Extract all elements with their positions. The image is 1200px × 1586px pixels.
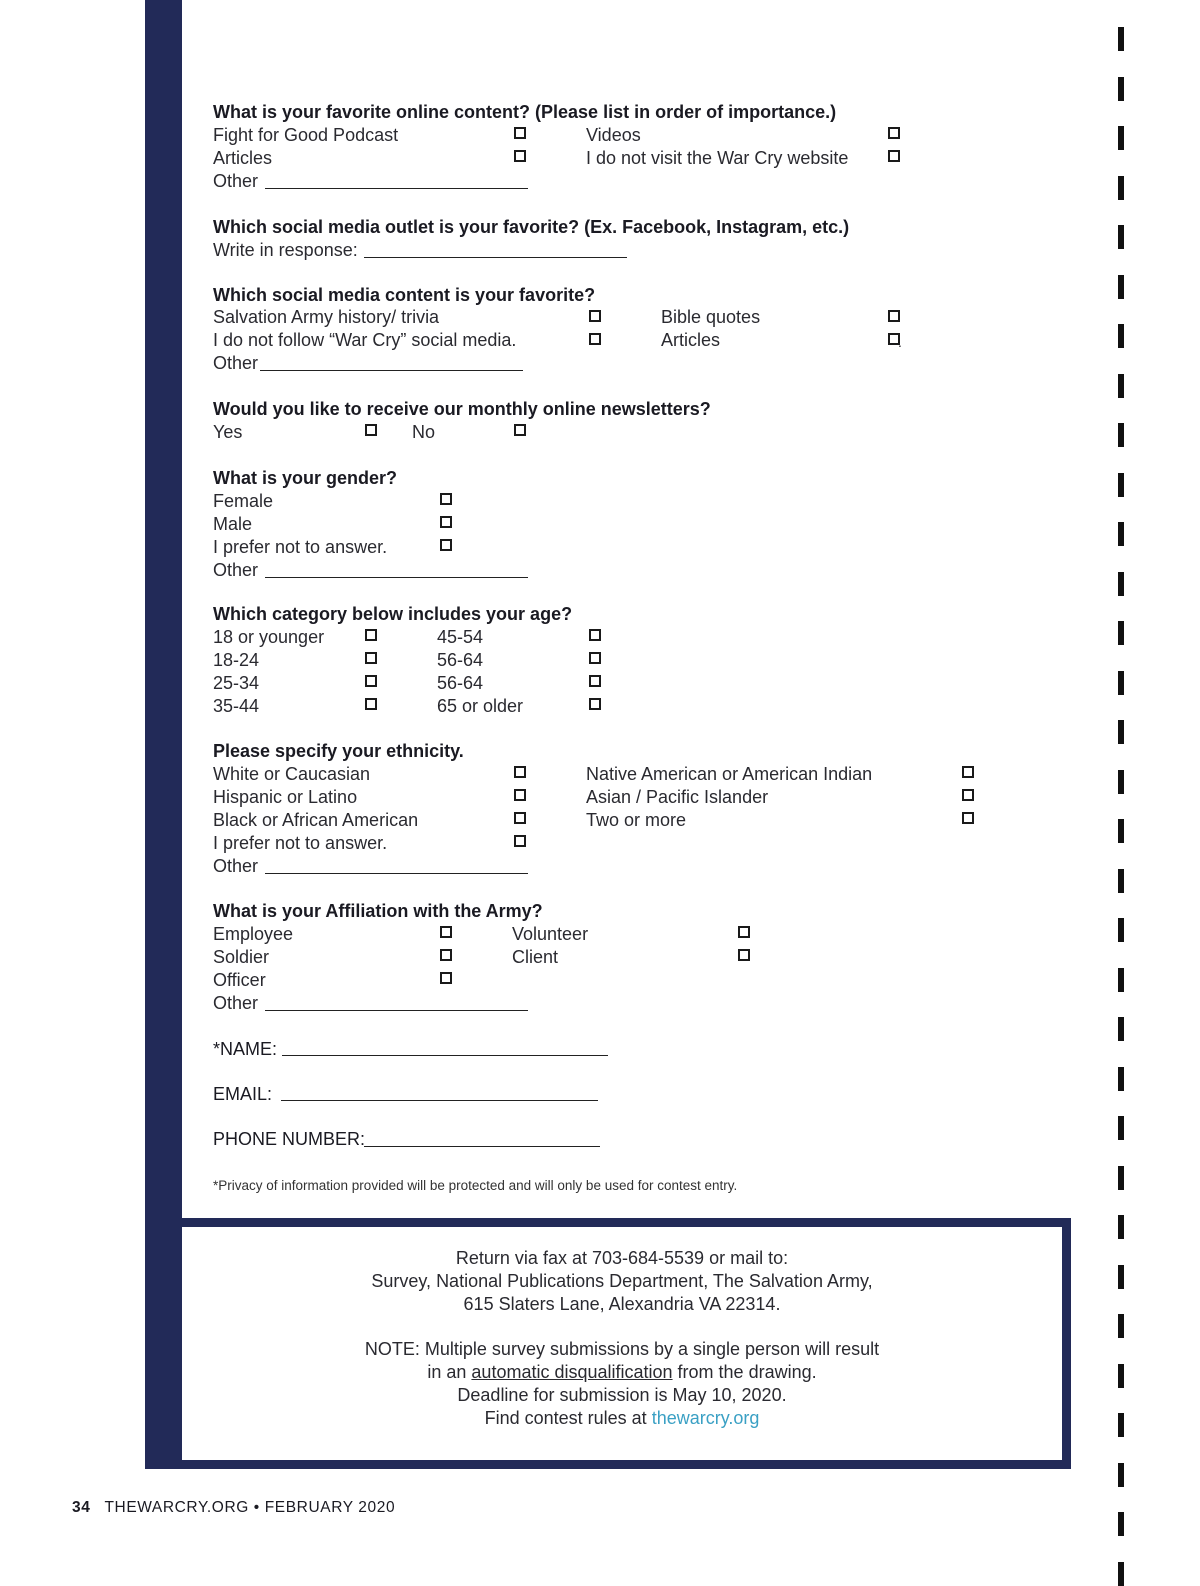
note-line-1: NOTE: Multiple survey submissions by a single person will result: [364, 1339, 880, 1359]
cut-line-dash: [1118, 176, 1124, 200]
write-in-line[interactable]: [364, 257, 627, 258]
return-line-2: Survey, National Publications Department, The Salvation Army,: [371, 1271, 873, 1291]
stray-mark: .: [898, 334, 902, 350]
checkbox-employee[interactable]: [440, 926, 452, 938]
checkbox-history-trivia[interactable]: [589, 310, 601, 322]
cut-line-dash: [1118, 621, 1124, 645]
note-line-2: [182, 1361, 1062, 1384]
option-label: Fight for Good Podcast: [213, 125, 399, 145]
checkbox-ethnicity[interactable]: [962, 789, 974, 801]
option-label: Articles: [661, 330, 721, 350]
option-label: Asian / Pacific Islander: [586, 787, 769, 807]
deadline-line: Deadline for submission is May 10, 2020.: [457, 1385, 787, 1405]
option-label: 56-64: [437, 673, 484, 693]
question-ethnicity: Please specify your ethnicity.: [213, 741, 464, 761]
option-label: Native American or American Indian: [586, 764, 873, 784]
phone-label: PHONE NUMBER:: [213, 1129, 366, 1149]
option-label: White or Caucasian: [213, 764, 371, 784]
option-label: 25-34: [213, 673, 260, 693]
question-favorite-online-content: What is your favorite online content? (Please list in order of importance.): [213, 102, 837, 122]
cut-line-dash: [1118, 968, 1124, 992]
checkbox-no-follow[interactable]: [589, 333, 601, 345]
option-label: 65 or older: [437, 696, 524, 716]
checkbox-no-website[interactable]: [888, 150, 900, 162]
rules-text: Find contest rules at: [484, 1408, 652, 1428]
other-label: Other: [213, 993, 259, 1013]
cut-line-dash: [1118, 27, 1124, 51]
cut-line-dash: [1118, 473, 1124, 497]
option-label: 18-24: [213, 650, 260, 670]
question-social-media-outlet: Which social media outlet is your favorite? (Ex. Facebook, Instagram, etc.): [213, 217, 850, 237]
cut-line-dash: [1118, 819, 1124, 843]
checkbox-no[interactable]: [514, 424, 526, 436]
option-label: Two or more: [586, 810, 687, 830]
write-in-label: Write in response:: [213, 240, 358, 260]
option-label: Articles: [213, 148, 273, 168]
checkbox-bible-quotes[interactable]: [888, 310, 900, 322]
cut-line-dash: [1118, 1017, 1124, 1041]
option-label: I prefer not to answer.: [213, 833, 388, 853]
option-label: Volunteer: [512, 924, 589, 944]
disqualification-text: automatic disqualification: [471, 1362, 673, 1382]
name-label: *NAME:: [213, 1039, 278, 1059]
checkbox-ethnicity[interactable]: [514, 789, 526, 801]
option-label: Bible quotes: [661, 307, 761, 327]
cut-line-dash: [1118, 225, 1124, 249]
privacy-note: *Privacy of information provided will be protected and will only be used for contest entry.: [213, 1178, 738, 1193]
option-label: Hispanic or Latino: [213, 787, 358, 807]
cut-line-dash: [1118, 1215, 1124, 1239]
rules-link[interactable]: thewarcry.org: [651, 1408, 760, 1428]
cut-line-dash: [1118, 1413, 1124, 1437]
checkbox-age[interactable]: [589, 675, 601, 687]
other-write-line[interactable]: [265, 188, 528, 189]
cut-line-dash: [1118, 77, 1124, 101]
checkbox-prefer-not[interactable]: [440, 539, 452, 551]
other-label: Other: [213, 171, 259, 191]
cut-line-dash: [1118, 770, 1124, 794]
cut-line-dash: [1118, 423, 1124, 447]
other-write-line[interactable]: [260, 370, 523, 371]
email-label: EMAIL:: [213, 1084, 273, 1104]
other-write-line[interactable]: [265, 577, 528, 578]
cut-line-dash: [1118, 1166, 1124, 1190]
checkbox-ethnicity[interactable]: [962, 812, 974, 824]
checkbox-yes[interactable]: [365, 424, 377, 436]
return-line-3: 615 Slaters Lane, Alexandria VA 22314.: [463, 1294, 781, 1314]
cut-line-dash: [1118, 324, 1124, 348]
checkbox-volunteer[interactable]: [738, 926, 750, 938]
option-label: 45-54: [437, 627, 484, 647]
rules-line: [182, 1407, 1062, 1430]
checkbox-age[interactable]: [365, 675, 377, 687]
cut-line-dash: [1118, 522, 1124, 546]
cut-line-dash: [1118, 1265, 1124, 1289]
cut-line-dash: [1118, 374, 1124, 398]
footer-text: THEWARCRY.ORG • FEBRUARY 2020: [104, 1499, 396, 1516]
cut-line-dash: [1118, 572, 1124, 596]
email-field[interactable]: [281, 1100, 598, 1101]
question-newsletters: Would you like to receive our monthly online newsletters?: [213, 399, 711, 419]
cut-line-dash: [1118, 1067, 1124, 1091]
option-label: Soldier: [213, 947, 270, 967]
cut-line-dash: [1118, 1512, 1124, 1536]
page-footer: [72, 1499, 395, 1517]
option-label: Videos: [586, 125, 641, 145]
cut-line-dash: [1118, 869, 1124, 893]
cut-line-dash: [1118, 1116, 1124, 1140]
option-label: No: [412, 422, 436, 442]
checkbox-male[interactable]: [440, 516, 452, 528]
cut-line-dash: [1118, 275, 1124, 299]
checkbox-ethnicity[interactable]: [514, 835, 526, 847]
other-label: Other: [213, 353, 259, 373]
option-label: I prefer not to answer.: [213, 537, 388, 557]
cut-line-dash: [1118, 126, 1124, 150]
option-label: Yes: [213, 422, 243, 442]
option-label: 18 or younger: [213, 627, 325, 647]
note-text: from the drawing.: [672, 1362, 817, 1382]
question-gender: What is your gender?: [213, 468, 398, 488]
checkbox-age[interactable]: [589, 652, 601, 664]
page-number: 34: [72, 1499, 91, 1516]
question-affiliation: What is your Affiliation with the Army?: [213, 901, 543, 921]
checkbox-age[interactable]: [365, 698, 377, 710]
other-write-line[interactable]: [265, 873, 528, 874]
phone-field[interactable]: [364, 1146, 600, 1147]
option-label: I do not follow “War Cry” social media.: [213, 330, 517, 350]
cut-line-dash: [1118, 1364, 1124, 1388]
checkbox-soldier[interactable]: [440, 949, 452, 961]
checkbox-ethnicity[interactable]: [514, 812, 526, 824]
cut-line: [1118, 0, 1124, 1575]
question-age: Which category below includes your age?: [213, 604, 573, 624]
checkbox-ethnicity[interactable]: [514, 766, 526, 778]
cut-line-dash: [1118, 1562, 1124, 1586]
checkbox-podcast[interactable]: [514, 127, 526, 139]
option-label: I do not visit the War Cry website: [586, 148, 849, 168]
name-field[interactable]: [282, 1055, 608, 1056]
cut-line-dash: [1118, 918, 1124, 942]
checkbox-videos[interactable]: [888, 127, 900, 139]
option-label: 56-64: [437, 650, 484, 670]
checkbox-ethnicity[interactable]: [962, 766, 974, 778]
option-label: Salvation Army history/ trivia: [213, 307, 440, 327]
note-text: in an: [427, 1362, 472, 1382]
option-label: Client: [512, 947, 559, 967]
checkbox-articles[interactable]: [514, 150, 526, 162]
other-label: Other: [213, 856, 259, 876]
cut-line-dash: [1118, 671, 1124, 695]
option-label: 35-44: [213, 696, 260, 716]
checkbox-age[interactable]: [365, 629, 377, 641]
option-label: Male: [213, 514, 253, 534]
question-social-media-content: Which social media content is your favorite?: [213, 285, 596, 305]
other-write-line[interactable]: [265, 1010, 528, 1011]
checkbox-age[interactable]: [589, 698, 601, 710]
other-label: Other: [213, 560, 259, 580]
checkbox-female[interactable]: [440, 493, 452, 505]
cut-line-dash: [1118, 720, 1124, 744]
option-label: Female: [213, 491, 274, 511]
checkbox-age[interactable]: [589, 629, 601, 641]
option-label: Officer: [213, 970, 266, 990]
checkbox-age[interactable]: [365, 652, 377, 664]
option-label: Black or African American: [213, 810, 419, 830]
checkbox-officer[interactable]: [440, 972, 452, 984]
cut-line-dash: [1118, 1463, 1124, 1487]
return-line-1: Return via fax at 703-684-5539 or mail to:: [455, 1248, 789, 1268]
option-label: Employee: [213, 924, 294, 944]
checkbox-client[interactable]: [738, 949, 750, 961]
cut-line-dash: [1118, 1314, 1124, 1338]
